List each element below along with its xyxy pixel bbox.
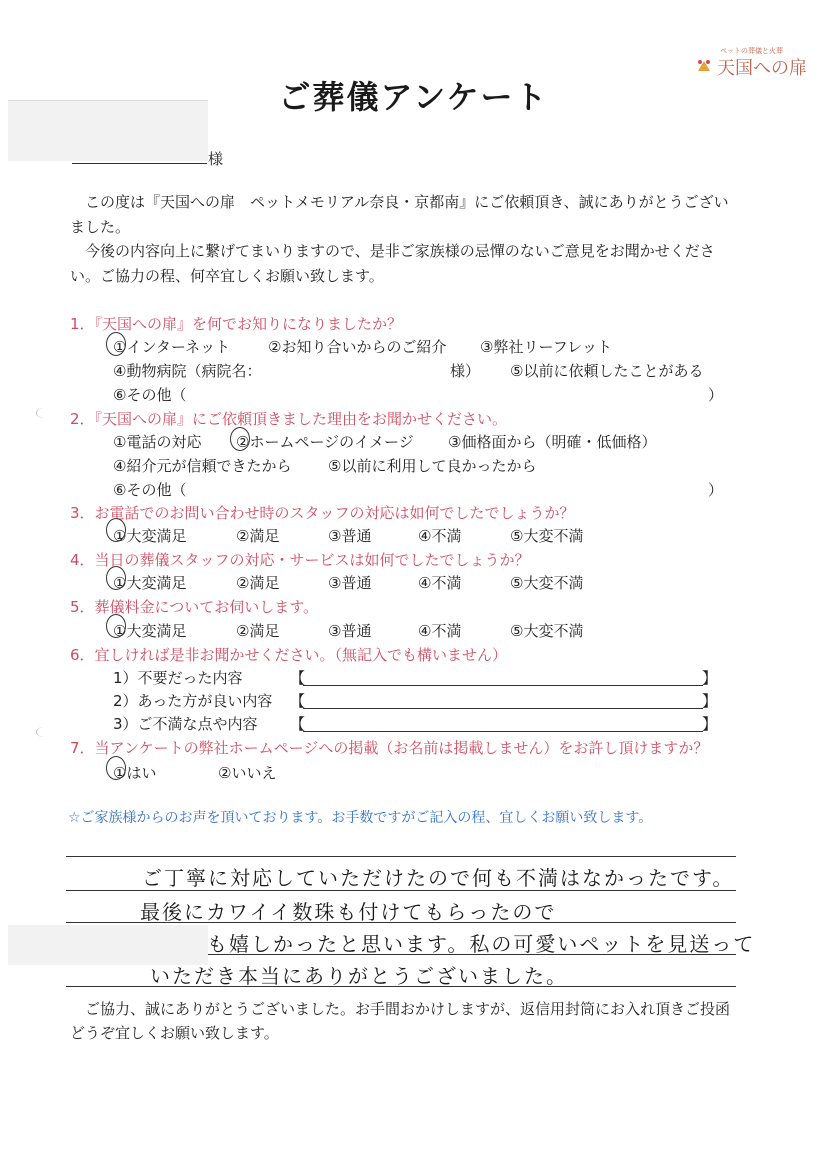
q1-option-1[interactable]: ①インターネット [113, 338, 231, 356]
q2-option-2[interactable]: ②ホームページのイメージ [236, 433, 414, 451]
q4-rating-4[interactable]: ④不満 [418, 574, 462, 592]
q5-rating-2[interactable]: ②満足 [236, 622, 280, 640]
question-6: 6．宜しければ是非お聞かせください。（無記入でも構いません） [70, 646, 508, 664]
q1-option-4-end: 様） [450, 362, 481, 380]
intro-paragraph-2: 今後の内容向上に繋げてまいりますので、是非ご家族様の忌憚のないご意見をお聞かせください。ご協力の程、何卒宜しくお願い致します。 [70, 242, 715, 285]
redacted-text [8, 925, 208, 965]
comment-rule [66, 856, 736, 857]
question-2: 2．『天国への扉』にご依頼頂きました理由をお聞かせください。 [70, 410, 508, 428]
q4-rating-2[interactable]: ②満足 [236, 574, 280, 592]
q7-option-2[interactable]: ②いいえ [218, 764, 277, 782]
logo-name: 天国への扉 [717, 58, 807, 79]
q6-bracket-close-2: 】 [702, 692, 718, 710]
q2-option-5[interactable]: ⑤以前に利用して良かったから [328, 457, 537, 475]
q6-bracket-open-2: 【 [290, 692, 306, 710]
question-5: 5．葬儀料金についてお伺いします。 [70, 598, 319, 616]
q7-option-1[interactable]: ①はい [113, 764, 157, 782]
q6-bracket-close-3: 】 [702, 715, 718, 733]
intro-text [70, 190, 730, 288]
q6-item-1: 1）不要だった内容 [113, 669, 243, 687]
q3-rating-4[interactable]: ④不満 [418, 527, 462, 545]
comment-note: ☆ご家族様からのお声を頂いております。お手数ですがご記入の程、宜しくお願い致します。 [68, 810, 653, 826]
q6-item-2: 2）あった方が良い内容 [113, 692, 273, 710]
q4-rating-3[interactable]: ③普通 [328, 574, 372, 592]
page-title: ご葬儀アンケート [278, 78, 549, 116]
q5-rating-5[interactable]: ⑤大変不満 [510, 622, 584, 640]
q3-rating-2[interactable]: ②満足 [236, 527, 280, 545]
q6-bracket-close-1: 】 [702, 669, 718, 687]
closing-text [70, 997, 735, 1045]
logo-tagline: ペットの葬儀と火葬 [720, 47, 783, 55]
punch-mark [36, 727, 51, 737]
question-1: 1．『天国への扉』を何でお知りになりましたか？ [70, 315, 403, 333]
q6-bracket-open-1: 【 [290, 669, 306, 687]
q6-bracket-open-3: 【 [290, 715, 306, 733]
redacted-name [8, 100, 208, 161]
q2-option-4[interactable]: ④紹介元が信頼できたから [113, 457, 292, 475]
q6-answer-line-3[interactable] [303, 731, 703, 732]
q3-rating-5[interactable]: ⑤大変不満 [510, 527, 584, 545]
q4-rating-5[interactable]: ⑤大変不満 [510, 574, 584, 592]
q2-option-1[interactable]: ①電話の対応 [113, 433, 202, 451]
handwritten-line-2: 最後にカワイイ数珠も付けてもらったので [140, 900, 557, 924]
question-4: 4．当日の葬儀スタッフの対応・サービスは如何でしたでしょうか？ [70, 551, 530, 569]
q3-rating-3[interactable]: ③普通 [328, 527, 372, 545]
handwritten-line-3: も嬉しかったと思います。私の可愛いペットを見送って [207, 932, 756, 956]
q2-option-3[interactable]: ③価格面から（明確・低価格） [448, 433, 657, 451]
intro-paragraph-1: この度は『天国への扉 ペットメモリアル奈良・京都南』にご依頼頂き、誠にありがとうございました。 [70, 193, 729, 236]
handwritten-line-1: ご丁寧に対応していただけたので何も不満はなかったです。 [142, 866, 735, 890]
q6-answer-line-1[interactable] [303, 685, 703, 686]
q5-rating-1[interactable]: ①大変満足 [113, 622, 187, 640]
q5-rating-3[interactable]: ③普通 [328, 622, 372, 640]
q1-option-2[interactable]: ②お知り合いからのご紹介 [268, 338, 447, 356]
recipient-name-line [72, 163, 207, 164]
handwritten-line-4: いただき本当にありがとうございました。 [150, 964, 568, 988]
q1-option-6-close: ） [708, 386, 724, 404]
question-7: 7．当アンケートの弊社ホームページへの掲載（お名前は掲載しません）をお許し頂けますか？ [70, 739, 709, 757]
q5-rating-4[interactable]: ④不満 [418, 622, 462, 640]
q1-option-6[interactable]: ⑥その他（ [113, 386, 187, 404]
q6-answer-line-2[interactable] [303, 708, 703, 709]
q4-rating-1[interactable]: ①大変満足 [113, 574, 187, 592]
question-3: 3．お電話でのお問い合わせ時のスタッフの対応は如何でしたでしょうか？ [70, 504, 575, 522]
recipient-suffix: 様 [208, 150, 224, 168]
closing-paragraph: ご協力、誠にありがとうございました。お手間おかけしますが、返信用封筒にお入れ頂きご投函どうぞ宜しくお願い致します。 [70, 1000, 731, 1042]
punch-mark [36, 408, 51, 418]
q1-option-3[interactable]: ③弊社リーフレット [480, 338, 612, 356]
q1-option-4[interactable]: ④動物病院（病院名： [113, 362, 262, 380]
q2-option-6-close: ） [708, 481, 724, 499]
q2-option-6[interactable]: ⑥その他（ [113, 481, 187, 499]
q1-option-5[interactable]: ⑤以前に依頼したことがある [510, 362, 704, 380]
q6-item-3: 3）ご不満な点や内容 [113, 715, 258, 733]
q3-rating-1[interactable]: ①大変満足 [113, 527, 187, 545]
